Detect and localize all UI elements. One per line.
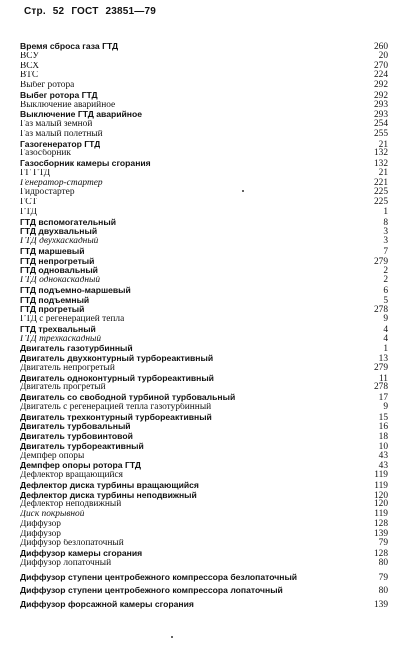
index-term: Диффузор лопаточный [20, 558, 112, 568]
index-page-number: 224 [373, 70, 388, 81]
index-entry [20, 559, 388, 569]
index-entry [20, 101, 388, 111]
index-entry [20, 383, 388, 393]
index-page-number: 15 [378, 412, 388, 423]
index-term: Демпфер опоры [20, 451, 85, 461]
index-page-number: 4 [383, 324, 388, 335]
index-term: Выбег ротора ГТД [20, 90, 98, 100]
index-page-number: 278 [373, 305, 388, 316]
index-page-number: 13 [378, 354, 388, 364]
index-page-number: 5 [383, 295, 388, 306]
index-page-number: 18 [378, 432, 388, 442]
index-entry [20, 520, 388, 530]
index-page-number: 9 [383, 401, 388, 412]
index-term: ГТД непрогретый [20, 256, 95, 266]
index-entry [20, 276, 388, 286]
index-entry [20, 179, 388, 189]
index-entry [20, 600, 388, 610]
index-term: ВСУ [20, 51, 40, 61]
index-page-number: 225 [373, 197, 388, 207]
index-page-number: 8 [383, 217, 388, 228]
index-page-number: 292 [373, 90, 388, 101]
index-term: Двигатель турбореактивный [20, 441, 144, 451]
index-term: ГГ ГТД [20, 168, 51, 178]
index-page-number: 4 [383, 333, 388, 344]
index-entry [20, 442, 388, 452]
index-entry [20, 364, 388, 374]
index-entry [20, 393, 388, 403]
index-term: Газ малый полетный [20, 129, 103, 139]
standard-number: 23851—79 [105, 6, 157, 17]
index-term: Двигатель непрогретый [20, 363, 115, 373]
index-term: Дефлектор диска турбины неподвижный [20, 490, 197, 500]
index-term: Дефлектор диска турбины вращающийся [20, 480, 199, 490]
index-entry [20, 539, 388, 549]
index-entry [20, 491, 388, 501]
index-term: ГТД двухвальный [20, 227, 98, 237]
index-term: Диффузор [20, 519, 61, 529]
index-page-number: 128 [373, 549, 388, 559]
index-page-number: 20 [378, 50, 388, 61]
index-term: Двигатель турбовальный [20, 422, 131, 432]
index-entry [20, 257, 388, 267]
index-entry [20, 110, 388, 120]
index-entry [20, 149, 388, 159]
index-page-number: 1 [383, 344, 388, 355]
index-term: ГТД подъемно-маршевый [20, 285, 131, 295]
index-term: ГТД с регенерацией тепла [20, 315, 125, 324]
index-page-number: 260 [373, 42, 388, 52]
index-entry [20, 500, 388, 510]
standard-label: ГОСТ [71, 6, 99, 17]
index-entry [20, 237, 388, 247]
index-page-number: 278 [373, 382, 388, 393]
index-entry [20, 247, 388, 257]
index-entry [20, 549, 388, 559]
index-entry [20, 403, 388, 413]
index-entry [20, 208, 388, 218]
index-page-number: 255 [373, 128, 388, 139]
index-entry [20, 52, 388, 62]
index-page-number: 139 [373, 528, 388, 539]
index-term: Время сброса газа ГТД [20, 42, 119, 51]
index-term: Двигатель с регенерацией тепла газотурбинный [20, 402, 212, 412]
index-term: Двигатель одноконтурный турбореактивный [20, 373, 214, 383]
index-term: Двигатель прогретый [20, 383, 106, 393]
index-term: ГТД двухкаскадный [20, 237, 99, 246]
index-term: ГТД [20, 207, 37, 217]
index-entry [20, 305, 388, 315]
index-entry [20, 91, 388, 101]
index-entry [20, 62, 388, 72]
page-number: 52 [52, 6, 65, 17]
index-entry [20, 71, 388, 81]
index-entry [20, 120, 388, 130]
index-term: Двигатель со свободной турбиной турбовальный [20, 393, 236, 402]
index-term: Выключение ГТД аварийное [20, 110, 143, 120]
index-term: ГТД одновальный [20, 266, 98, 276]
index-entry [20, 286, 388, 296]
index-entry [20, 530, 388, 540]
index-entry [20, 296, 388, 306]
index-entry [20, 266, 388, 276]
index-entry [20, 471, 388, 481]
index-page-number: 120 [373, 490, 388, 501]
index-entry [20, 188, 388, 198]
index-entry [20, 422, 388, 432]
index-term: ГТД вспомогательный [20, 217, 116, 227]
index-page-number: 79 [378, 538, 388, 549]
index-term: Демпфер опоры ротора ГТД [20, 461, 142, 471]
index-term: Гидростартер [20, 188, 75, 198]
index-term: ГСТ [20, 198, 38, 207]
index-term: Газосборник [20, 149, 71, 159]
index-page-number: 132 [373, 148, 388, 159]
index-term: ГТД прогретый [20, 305, 85, 315]
index-term: Двигатель трехконтурный турбореактивный [20, 412, 212, 422]
index-term: Газосборник камеры сгорания [20, 159, 151, 168]
index-term: ГТД трехвальный [20, 324, 96, 334]
index-page-number: 3 [383, 236, 388, 246]
index-term: Диффузор ступени центробежного компрессора безлопаточный [20, 572, 298, 582]
index-term: Диффузор ступени центробежного компрессора лопаточный [20, 586, 283, 596]
index-entry [20, 325, 388, 335]
index-page-number: 79 [378, 572, 388, 583]
index-page-number: 21 [378, 139, 388, 150]
index-entry [20, 354, 388, 364]
index-page-number: 17 [378, 393, 388, 403]
index-term: Газогенератор ГТД [20, 139, 101, 149]
index-page-number: 6 [383, 285, 388, 296]
index-page-number: 270 [373, 60, 388, 71]
index-term: Двигатель двухконтурный турбореактивный [20, 354, 214, 363]
speck-dot [242, 190, 244, 192]
index-page-number: 293 [373, 99, 388, 110]
index-entry [20, 452, 388, 462]
index-term: Двигатель турбовинтовой [20, 432, 133, 441]
index-term: Диффузор форсажной камеры сгорания [20, 600, 194, 609]
index-page-number: 293 [373, 110, 388, 121]
index-entry [20, 140, 388, 150]
index-page-number: 80 [378, 557, 388, 568]
index-page-number: 43 [378, 450, 388, 461]
index-entry [20, 481, 388, 491]
index-page-number: 7 [383, 246, 388, 257]
page-header [24, 6, 160, 17]
index-page-number: 16 [378, 422, 388, 433]
index-term: Диск покрывной [20, 510, 85, 519]
index-term: Двигатель газотурбинный [20, 344, 133, 354]
index-entry [20, 335, 388, 345]
index-page-number: 80 [378, 586, 388, 597]
index-term: ГТД подъемный [20, 295, 90, 305]
index-page-number: 221 [373, 177, 388, 188]
index-term: Диффузор [20, 529, 61, 539]
index-entry [20, 198, 388, 208]
index-term: Дефлектор неподвижный [20, 500, 122, 510]
speck-dot [171, 636, 173, 638]
index-entry [20, 218, 388, 228]
index-term: Газ малый земной [20, 120, 93, 129]
index-entry [20, 81, 388, 91]
index-term: Выбег ротора [20, 81, 75, 90]
index-entry [20, 573, 388, 583]
index-page-number: 120 [373, 499, 388, 510]
index-page-number: 119 [374, 480, 388, 491]
index-page-number: 11 [378, 373, 388, 384]
index-entry [20, 344, 388, 354]
index-page-number: 225 [373, 187, 388, 198]
index-term: Диффузор камеры сгорания [20, 549, 143, 558]
index-entry [20, 130, 388, 140]
index-entry [20, 315, 388, 325]
index-entry [20, 510, 388, 520]
alphabetical-index [20, 42, 388, 610]
index-entry [20, 432, 388, 442]
index-entry [20, 169, 388, 179]
index-term: ВСХ [20, 61, 40, 71]
index-page-number: 279 [373, 256, 388, 267]
index-page-number: 119 [374, 470, 388, 480]
index-page-number: 132 [373, 159, 388, 169]
index-page-number: 21 [378, 167, 388, 178]
index-term: Выключение аварийное [20, 100, 116, 110]
index-page-number: 10 [378, 441, 388, 452]
index-entry [20, 413, 388, 423]
index-term: Диффузор безлопаточный [20, 539, 124, 549]
index-page-number: 128 [373, 518, 388, 529]
index-page-number: 3 [383, 227, 388, 238]
index-entry [20, 461, 388, 471]
index-entry [20, 227, 388, 237]
index-page-number: 279 [373, 362, 388, 373]
index-term: Генератор-стартер [20, 178, 103, 188]
index-page-number: 9 [383, 314, 388, 324]
index-page-number: 2 [383, 266, 388, 277]
index-term: Дефлектор вращающийся [20, 471, 123, 480]
index-page-number: 292 [373, 80, 388, 90]
index-term: ГТД маршевый [20, 246, 85, 256]
index-page-number: 139 [373, 600, 388, 610]
index-page-number: 2 [383, 275, 388, 285]
index-term: ГТД однокаскадный [20, 276, 101, 285]
page-label: Стр. [24, 6, 46, 17]
index-entry [20, 374, 388, 384]
index-term: ГТД трехкаскадный [20, 334, 102, 344]
index-page-number: 1 [383, 206, 388, 217]
index-entry [20, 159, 388, 169]
index-term: ВТС [20, 71, 39, 81]
index-entry [20, 586, 388, 596]
index-page-number: 254 [373, 119, 388, 129]
index-page-number: 119 [374, 509, 388, 519]
index-page-number: 43 [378, 461, 388, 472]
index-entry [20, 42, 388, 52]
